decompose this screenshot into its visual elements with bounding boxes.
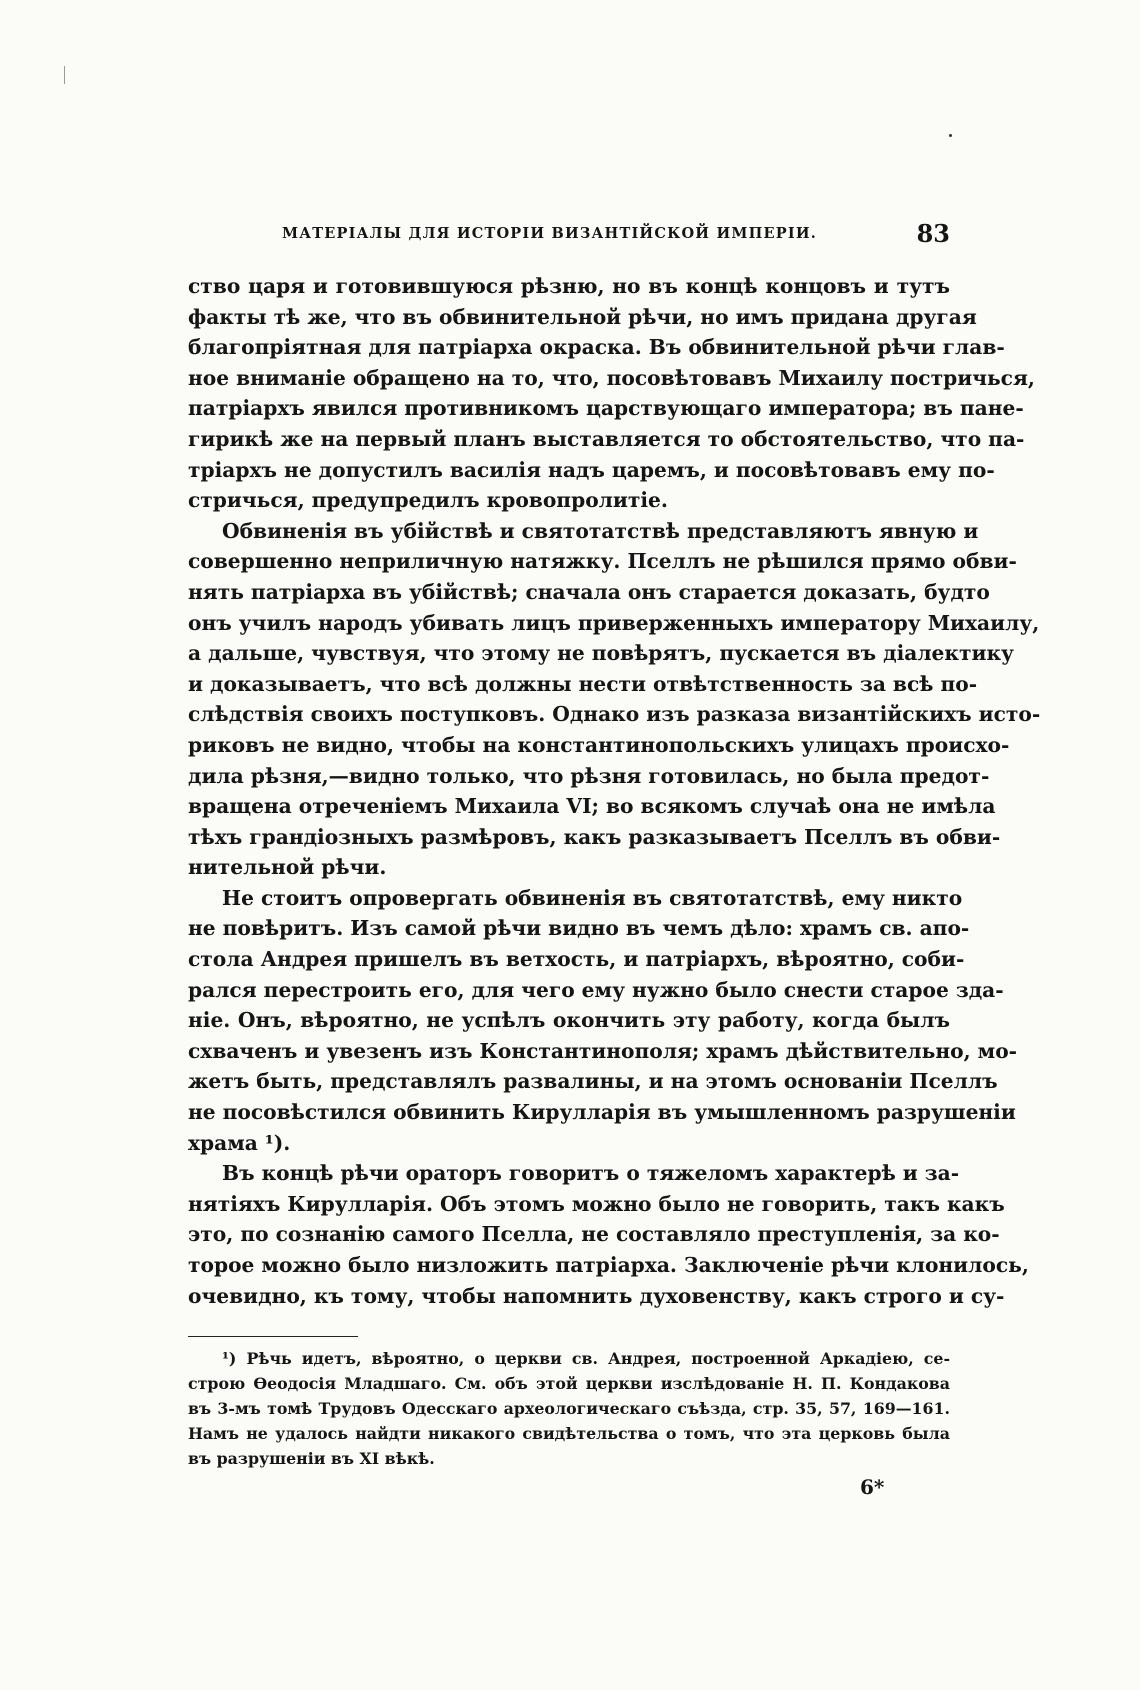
page-number: 83: [916, 219, 950, 248]
text-line: это, по сознанію самого Пселла, не составляло преступленія, за ко-: [188, 1222, 1000, 1247]
paragraph-3: [188, 883, 1018, 1158]
signature-mark: 6*: [860, 1475, 885, 1499]
footnote-divider: [188, 1336, 358, 1337]
ink-dot: [949, 134, 952, 137]
paragraph-1: [188, 271, 1035, 516]
text-line: благопріятная для патріарха окраска. Въ обвинительной рѣчи глав-: [188, 335, 1005, 360]
page-header: [282, 219, 950, 253]
text-line: риковъ не видно, чтобы на константинопольскихъ улицахъ происхо-: [188, 732, 1010, 757]
paragraph-4: [188, 1158, 1029, 1311]
text-line: ное вниманіе обращено на то, что, посовѣтовавъ Михаилу постричься,: [188, 365, 1035, 390]
text-line: совершенно неприличную натяжку. Пселлъ не рѣшился прямо обви-: [188, 549, 1017, 574]
text-line: Не стоитъ опровергать обвиненія въ святотатствѣ, ему никто: [222, 885, 963, 910]
text-line: нятіяхъ Кирулларія. Объ этомъ можно было не говорить, такъ какъ: [188, 1191, 1005, 1216]
text-line: а дальше, чувствуя, что этому не повѣрятъ, пускается въ діалектику: [188, 641, 1014, 666]
text-line: схваченъ и увезенъ изъ Константинополя; храмъ дѣйствительно, мо-: [188, 1038, 1018, 1063]
main-text: [188, 271, 1041, 1311]
text-line: не повѣритъ. Изъ самой рѣчи видно въ чемъ дѣло: храмъ св. апо-: [188, 916, 970, 941]
text-line: патріархъ явился противникомъ царствующаго императора; въ пане-: [188, 396, 1024, 421]
text-line: гирикѣ же на первый планъ выставляется то обстоятельство, что па-: [188, 426, 1025, 451]
running-head: МАТЕРІАЛЫ ДЛЯ ИСТОРІИ ВИЗАНТІЙСКОЙ ИМПЕРІИ.: [282, 225, 817, 242]
text-line: Обвиненія въ убійствѣ и святотатствѣ представляютъ явную и: [222, 518, 979, 543]
text-line: онъ училъ народъ убивать лицъ приверженныхъ императору Михаилу,: [188, 610, 1040, 635]
text-line: ство царя и готовившуюся рѣзню, но въ концѣ концовъ и тутъ: [188, 274, 950, 298]
text-line: факты тѣ же, что въ обвинительной рѣчи, но имъ придана другая: [188, 304, 977, 329]
text-line: тріархъ не допустилъ василія надъ царемъ, и посовѣтовавъ ему по-: [188, 457, 995, 482]
footnote-line: въ разрушеніи въ XI вѣкѣ.: [188, 1449, 435, 1468]
text-line: нять патріарха въ убійствѣ; сначала онъ старается доказать, будто: [188, 579, 990, 604]
footnote: [188, 1346, 950, 1471]
footnote-line: строю Ѳеодосія Младшаго. См. объ этой церкви изслѣдованіе Н. П. Кондакова: [188, 1374, 950, 1393]
text-line: жетъ быть, представлялъ развалины, и на этомъ основаніи Пселлъ: [188, 1069, 998, 1094]
text-line: храма ¹).: [188, 1130, 291, 1155]
text-line: и доказываетъ, что всѣ должны нести отвѣтственность за всѣ по-: [188, 671, 978, 696]
text-line: торое можно было низложить патріарха. Заключеніе рѣчи клонилось,: [188, 1253, 1029, 1277]
footnote-line: ¹) Рѣчь идетъ, вѣроятно, о церкви св. Андрея, построенной Аркадіею, се-: [222, 1349, 950, 1368]
text-line: нительной рѣчи.: [188, 855, 387, 880]
text-line: дила рѣзня,—видно только, что рѣзня готовилась, но была предот-: [188, 763, 990, 788]
page-edge-mark: [64, 66, 65, 84]
text-line: рался перестроить его, для чего ему нужно было снести старое зда-: [188, 977, 1004, 1002]
text-line: слѣдствія своихъ поступковъ. Однако изъ разказа византійскихъ исто-: [188, 702, 1041, 727]
text-line: стола Андрея пришелъ въ ветхость, и патріархъ, вѣроятно, соби-: [188, 947, 965, 972]
footnote-line: въ 3-мъ томѣ Трудовъ Одесскаго археологическаго съѣзда, стр. 35, 57, 169—161.: [188, 1399, 950, 1418]
paragraph-2: [188, 516, 1041, 883]
text-line: стричься, предупредилъ кровопролитіе.: [188, 488, 668, 513]
text-line: очевидно, къ тому, чтобы напомнить духовенству, какъ строго и су-: [188, 1283, 1005, 1308]
footnote-line: Намъ не удалось найдти никакого свидѣтельства о томъ, что эта церковь была: [188, 1424, 950, 1443]
text-line: ніе. Онъ, вѣроятно, не успѣлъ окончить эту работу, когда былъ: [188, 1008, 950, 1033]
text-line: Въ концѣ рѣчи ораторъ говоритъ о тяжеломъ характерѣ и за-: [222, 1161, 960, 1186]
text-line: вращена отреченіемъ Михаила VI; во всякомъ случаѣ она не имѣла: [188, 794, 996, 819]
text-line: не посовѣстился обвинить Кирулларія въ умышленномъ разрушеніи: [188, 1100, 1016, 1125]
text-line: тѣхъ грандіозныхъ размѣровъ, какъ разказываетъ Пселлъ въ обви-: [188, 824, 1001, 849]
